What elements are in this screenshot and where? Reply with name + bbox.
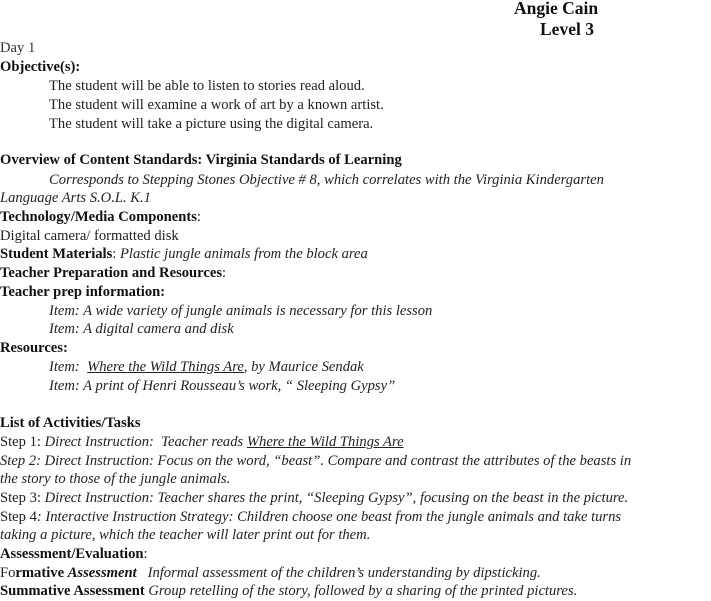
step-4-label: Step 4: [0, 509, 37, 525]
activity-step-2-line-2: the story to those of the jungle animals.: [0, 471, 231, 487]
student-materials-heading: Student Materials: [0, 246, 113, 262]
technology-heading-line: [0, 208, 201, 227]
formative-text: Informal assessment of the children’s understanding by dipsticking.: [136, 565, 541, 581]
level-label: Level 3: [540, 19, 594, 39]
student-materials-value: Plastic jungle animals from the block area: [120, 246, 368, 262]
objective-item: The student will examine a work of art by a known artist.: [49, 97, 384, 113]
day-label: Day 1: [0, 40, 36, 56]
resource-item-prefix: Item:: [49, 359, 88, 375]
summative-label: Summative Assessment: [0, 583, 145, 599]
activity-step-3: [0, 489, 628, 508]
step-4-text: : Interactive Instruction Strategy: Children choose one beast from the jungle animals and take turns: [36, 509, 622, 525]
technology-heading: Technology/Media Components: [0, 209, 197, 225]
step-1-text: Direct Instruction: Teacher reads: [44, 434, 247, 450]
book-title: Where the Wild Things Are: [87, 359, 244, 375]
standards-text-line-1: Corresponds to Stepping Stones Objective # 8, which correlates with the Virginia Kindergarten: [49, 172, 604, 188]
teacher-prep-resources-colon: :: [222, 265, 227, 281]
activity-step-2-line-1: Step 2: Direct Instruction: Focus on the word, “beast”. Compare and contrast the attributes of the beasts in: [0, 453, 632, 469]
activity-step-4: [0, 508, 621, 527]
formative-assessment: [0, 564, 541, 583]
resources-heading: Resources:: [0, 340, 68, 356]
summative-assessment: [0, 582, 577, 601]
teacher-prep-item: Item: A wide variety of jungle animals is necessary for this lesson: [49, 303, 433, 319]
teacher-prep-resources-line: [0, 264, 226, 283]
formative-label-start: Fo: [0, 565, 16, 581]
objective-item: The student will take a picture using the digital camera.: [49, 116, 374, 132]
resource-item: [49, 358, 364, 377]
objective-item: The student will be able to listen to stories read aloud.: [49, 78, 365, 94]
assessment-colon: :: [143, 546, 148, 562]
resource-item-suffix: , by Maurice Sendak: [243, 359, 364, 375]
resource-item: Item: A print of Henri Rousseau’s work, “ Sleeping Gypsy”: [49, 378, 396, 394]
technology-colon: :: [196, 209, 201, 225]
summative-text: Group retelling of the story, followed by a sharing of the printed pictures.: [144, 583, 578, 599]
teacher-prep-resources-heading: Teacher Preparation and Resources: [0, 265, 223, 281]
student-materials-line: [0, 245, 368, 264]
objectives-heading: Objective(s):: [0, 59, 81, 75]
activities-heading: List of Activities/Tasks: [0, 415, 141, 431]
standards-heading: Overview of Content Standards: Virginia Standards of Learning: [0, 152, 402, 168]
step-1-label: Step 1:: [0, 434, 45, 450]
formative-label-rest: rmative: [15, 565, 68, 581]
step-1-book-title: Where the Wild Things Are: [246, 434, 404, 450]
teacher-prep-item: Item: A digital camera and disk: [49, 321, 234, 337]
activity-step-4-line-2: taking a picture, which the teacher will later print out for them.: [0, 527, 371, 543]
assessment-heading: Assessment/Evaluation: [0, 546, 144, 562]
standards-text-line-2: Language Arts S.O.L. K.1: [0, 190, 151, 206]
assessment-heading-line: [0, 545, 148, 564]
step-3-text: Direct Instruction: Teacher shares the print, “Sleeping Gypsy”, focusing on the beast in the picture.: [44, 490, 629, 506]
activity-step-1: [0, 433, 404, 452]
student-materials-colon: :: [112, 246, 120, 262]
formative-assessment-word: Assessment: [67, 565, 137, 581]
teacher-prep-info-heading: Teacher prep information:: [0, 284, 166, 300]
technology-value: Digital camera/ formatted disk: [0, 228, 179, 244]
author-name: Angie Cain: [514, 0, 599, 18]
step-3-label: Step 3:: [0, 490, 45, 506]
